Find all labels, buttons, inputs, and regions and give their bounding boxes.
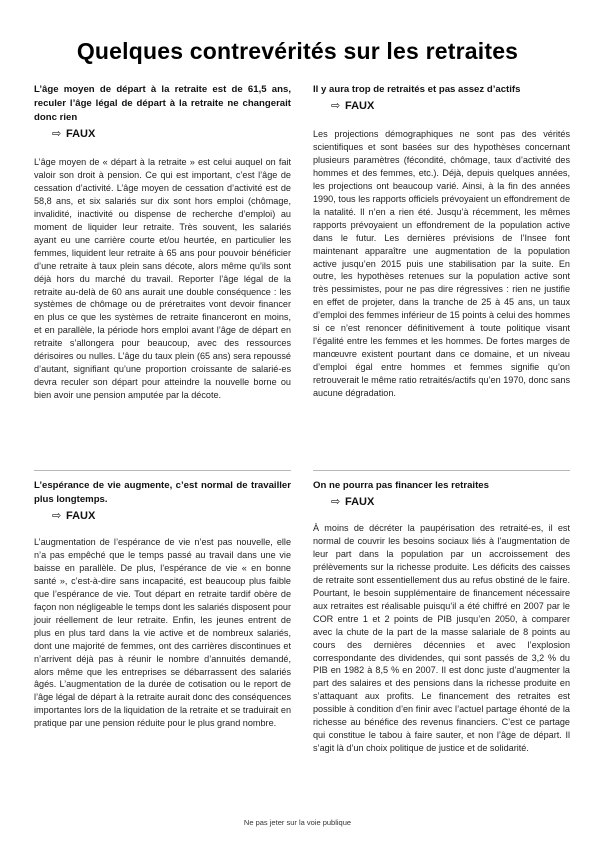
section-retirement-age <box>34 83 291 402</box>
section-life-expectancy <box>34 479 291 730</box>
verdict-text: FAUX <box>345 100 375 112</box>
verdict-text: FAUX <box>66 128 96 140</box>
section-body: À moins de décréter la paupérisation des retraité-es, il est normal de couvrir les besoins sociaux liés à l’augmentation de leur part dans la population par un accroissement des prélèvements sur la richesse produite. Les déficits des caisses de retraite sont essentiellement dus au refus obstiné de le faire. Pourtant, le besoin supplémentaire de financement nécessaire aux retraites est réalisable puisqu’il a été chiffré en 2007 par le COR entre 1 et 2 points de PIB jusqu’en 2050, à comparer avec la chute de la part de la masse salariale de 8 points au cours des dernières décennies et avec l’explosion correspondante des dividendes, qui sont passés de 3,2 % du PIB en 1982 à 8,5 % en 2007. Il est donc juste d’augmenter la part des salaires et des pensions dans la richesse produite en s’attaquant aux profits. Le financement des retraites est possible à condition d’en finir avec l’actuel partage éhonté de la richesse au bénéfice des revenus financiers. C’est ce partage qui constitue le tabou à faire sauter, et non l’âge de départ. Il s’agit là d’un choix politique de justice et de solidarité. <box>313 523 570 754</box>
right-arrow-icon: ⇨ <box>331 496 341 508</box>
section-body: L’augmentation de l’espérance de vie n’est pas nouvelle, elle n’a pas empêché que le temps passé au travail dans une vie baisse en parallèle. De plus, l’espérance de vie « en bonne santé », c’est-à-dire sans incapacité, est beaucoup plus faible que l’espérance de vie. Tout départ en retraite tardif obère de façon non négligeable le temps dont les salariés disposent pour jouir réellement de leur retraite. Enfin, les jeunes entrent de plus en plus tard dans la vie active et de nombreux salariés, dont une majorité de femmes, ont des carrières discontinues et n’arrivent déjà pas à réunir le nombre d’annuités demandé, alors même que les entreprises se débarrassent des salariés âgés. L’augmentation de la durée de cotisation ou le report de l’âge légal de départ à la retraite aurait donc des conséquences importantes lors de la liquidation de la retraite et se traduirait en pratique par une pension réduite pour le plus grand nombre. <box>34 537 291 729</box>
verdict-label <box>52 509 291 523</box>
verdict-label <box>331 495 570 509</box>
right-arrow-icon: ⇨ <box>52 128 62 140</box>
section-divider <box>34 470 291 471</box>
section-question: L’espérance de vie augmente, c’est normal de travailler plus longtemps. <box>34 480 291 505</box>
verdict-label <box>52 127 291 141</box>
verdict-text: FAUX <box>66 510 96 522</box>
section-question: L’âge moyen de départ à la retraite est de 61,5 ans, reculer l’âge légal de départ à la retraite ne changerait donc rien <box>34 84 291 123</box>
section-body: L’âge moyen de « départ à la retraite » est celui auquel on fait valoir son droit à pension. Ce qui est important, c’est l’âge de cessation d’activité. L’âge moyen de cessation d’activité est de 58,8 ans, et six salariés sur dix sont hors emploi (chômage, invalidité, inactivité ou dispense de recherche d’emploi) au moment de liquider leur retraite. Très souvent, les salariés ayant eu une carrière courte et/ou heurtée, en particulier les femmes, liquident leur retraite à 65 ans pour pouvoir bénéficier d’une retraite à taux plein sans décote, alors même qu’ils sont déjà hors du marché du travail. Reporter l’âge légal de la retraite au-delà de 60 ans aurait une double conséquence : les systèmes de chômage ou de préretraites vont devoir financer en plus ce que les systèmes de retraite financeront en moins, et en parallèle, la période hors emploi avant l’âge de départ en retraite s’allongera pour beaucoup, avec des ressources dérisoires ou nulles. L’âge du taux plein (65 ans) sera repoussé d’autant, signifiant qu’une proportion croissante de salarié-es devra reculer son départ pour atteindre la nouvelle borne ou bien avoir une pension amputée par la décote. <box>34 157 291 401</box>
section-question: On ne pourra pas financer les retraites <box>313 480 489 491</box>
verdict-text: FAUX <box>345 496 375 508</box>
section-body: Les projections démographiques ne sont pas des vérités scientifiques et sont basées sur des hypothèses concernant plusieurs paramètres (fécondité, chômage, taux d’activité des hommes et des femmes, etc.). Déjà, depuis quelques années, les projections ont beaucoup varié. Ainsi, à la fin des années 1990, tous les rapports officiels prévoyaient un effondrement de la natalité. Il n’en a rien été. Jusqu’à récemment, les mêmes rapports prévoyaient un effondrement de la population active dans le futur. Les dernières prévisions de l’Insee font maintenant apparaître une augmentation de la population active jusqu’en 2015 puis une stabilisation par la suite. En outre, les hypothèses retenues sur la population active sont très pessimistes, pour ne pas dire régressives : rien ne justifie en effet de projeter, dans la tranche de 25 à 45 ans, un taux d’emploi des femmes inférieur de 15 points à celui des hommes si ce n’est renoncer définitivement à toute politique visant l’égalité entre les femmes et les hommes. De fortes marges de manœuvre existent pourtant dans ce domaine, et un niveau d’emploi égal entre hommes et femmes signifie qu’on retrouverait le même ratio retraités/actifs qu’en 1970, donc sans aucune dégradation. <box>313 129 570 399</box>
verdict-label <box>331 99 570 113</box>
page-title: Quelques contrevérités sur les retraites <box>76 38 519 64</box>
section-question: Il y aura trop de retraités et pas assez d’actifs <box>313 84 521 95</box>
footer-note: Ne pas jeter sur la voie publique <box>243 818 352 827</box>
right-arrow-icon: ⇨ <box>331 100 341 112</box>
section-divider <box>313 470 570 471</box>
section-demography <box>313 83 570 400</box>
right-arrow-icon: ⇨ <box>52 510 62 522</box>
section-financing <box>313 479 570 755</box>
